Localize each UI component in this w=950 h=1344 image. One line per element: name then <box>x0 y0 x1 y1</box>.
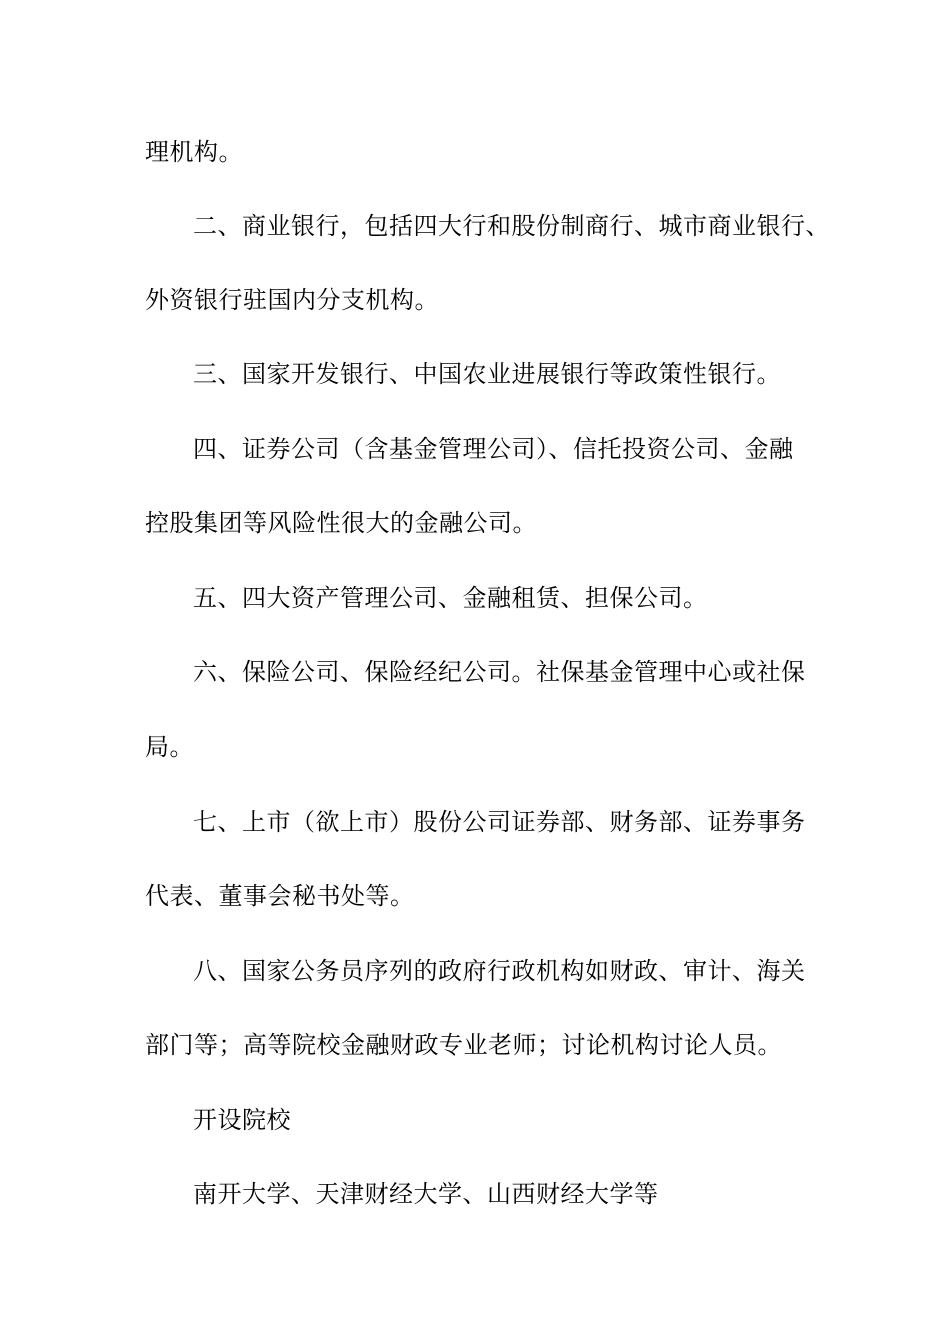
paragraph-line: 南开大学、天津财经大学、山西财经大学等 <box>193 1180 659 1208</box>
paragraph-line: 八、国家公务员序列的政府行政机构如财政、审计、海关 <box>193 957 806 985</box>
paragraph-line: 部门等；高等院校金融财政专业老师；讨论机构讨论人员。 <box>145 1031 782 1059</box>
paragraph-line: 七、上市（欲上市）股份公司证券部、财务部、证券事务 <box>193 808 806 836</box>
paragraph-line: 控股集团等风险性很大的金融公司。 <box>145 509 537 537</box>
paragraph-line: 代表、董事会秘书处等。 <box>145 882 415 910</box>
paragraph-line: 二、商业银行，包括四大行和股份制商行、城市商业银行、 <box>193 212 830 240</box>
paragraph-line: 六、保险公司、保险经纪公司。社保基金管理中心或社保 <box>193 658 806 686</box>
section-heading: 开设院校 <box>193 1106 291 1134</box>
paragraph-line: 三、国家开发银行、中国农业进展银行等政策性银行。 <box>193 360 781 388</box>
paragraph-line: 五、四大资产管理公司、金融租赁、担保公司。 <box>193 584 708 612</box>
paragraph-line: 四、证券公司（含基金管理公司）、信托投资公司、金融 <box>193 435 794 463</box>
paragraph-line: 外资银行驻国内分支机构。 <box>145 286 439 314</box>
paragraph-line: 理机构。 <box>145 138 243 166</box>
paragraph-line: 局。 <box>145 733 194 761</box>
